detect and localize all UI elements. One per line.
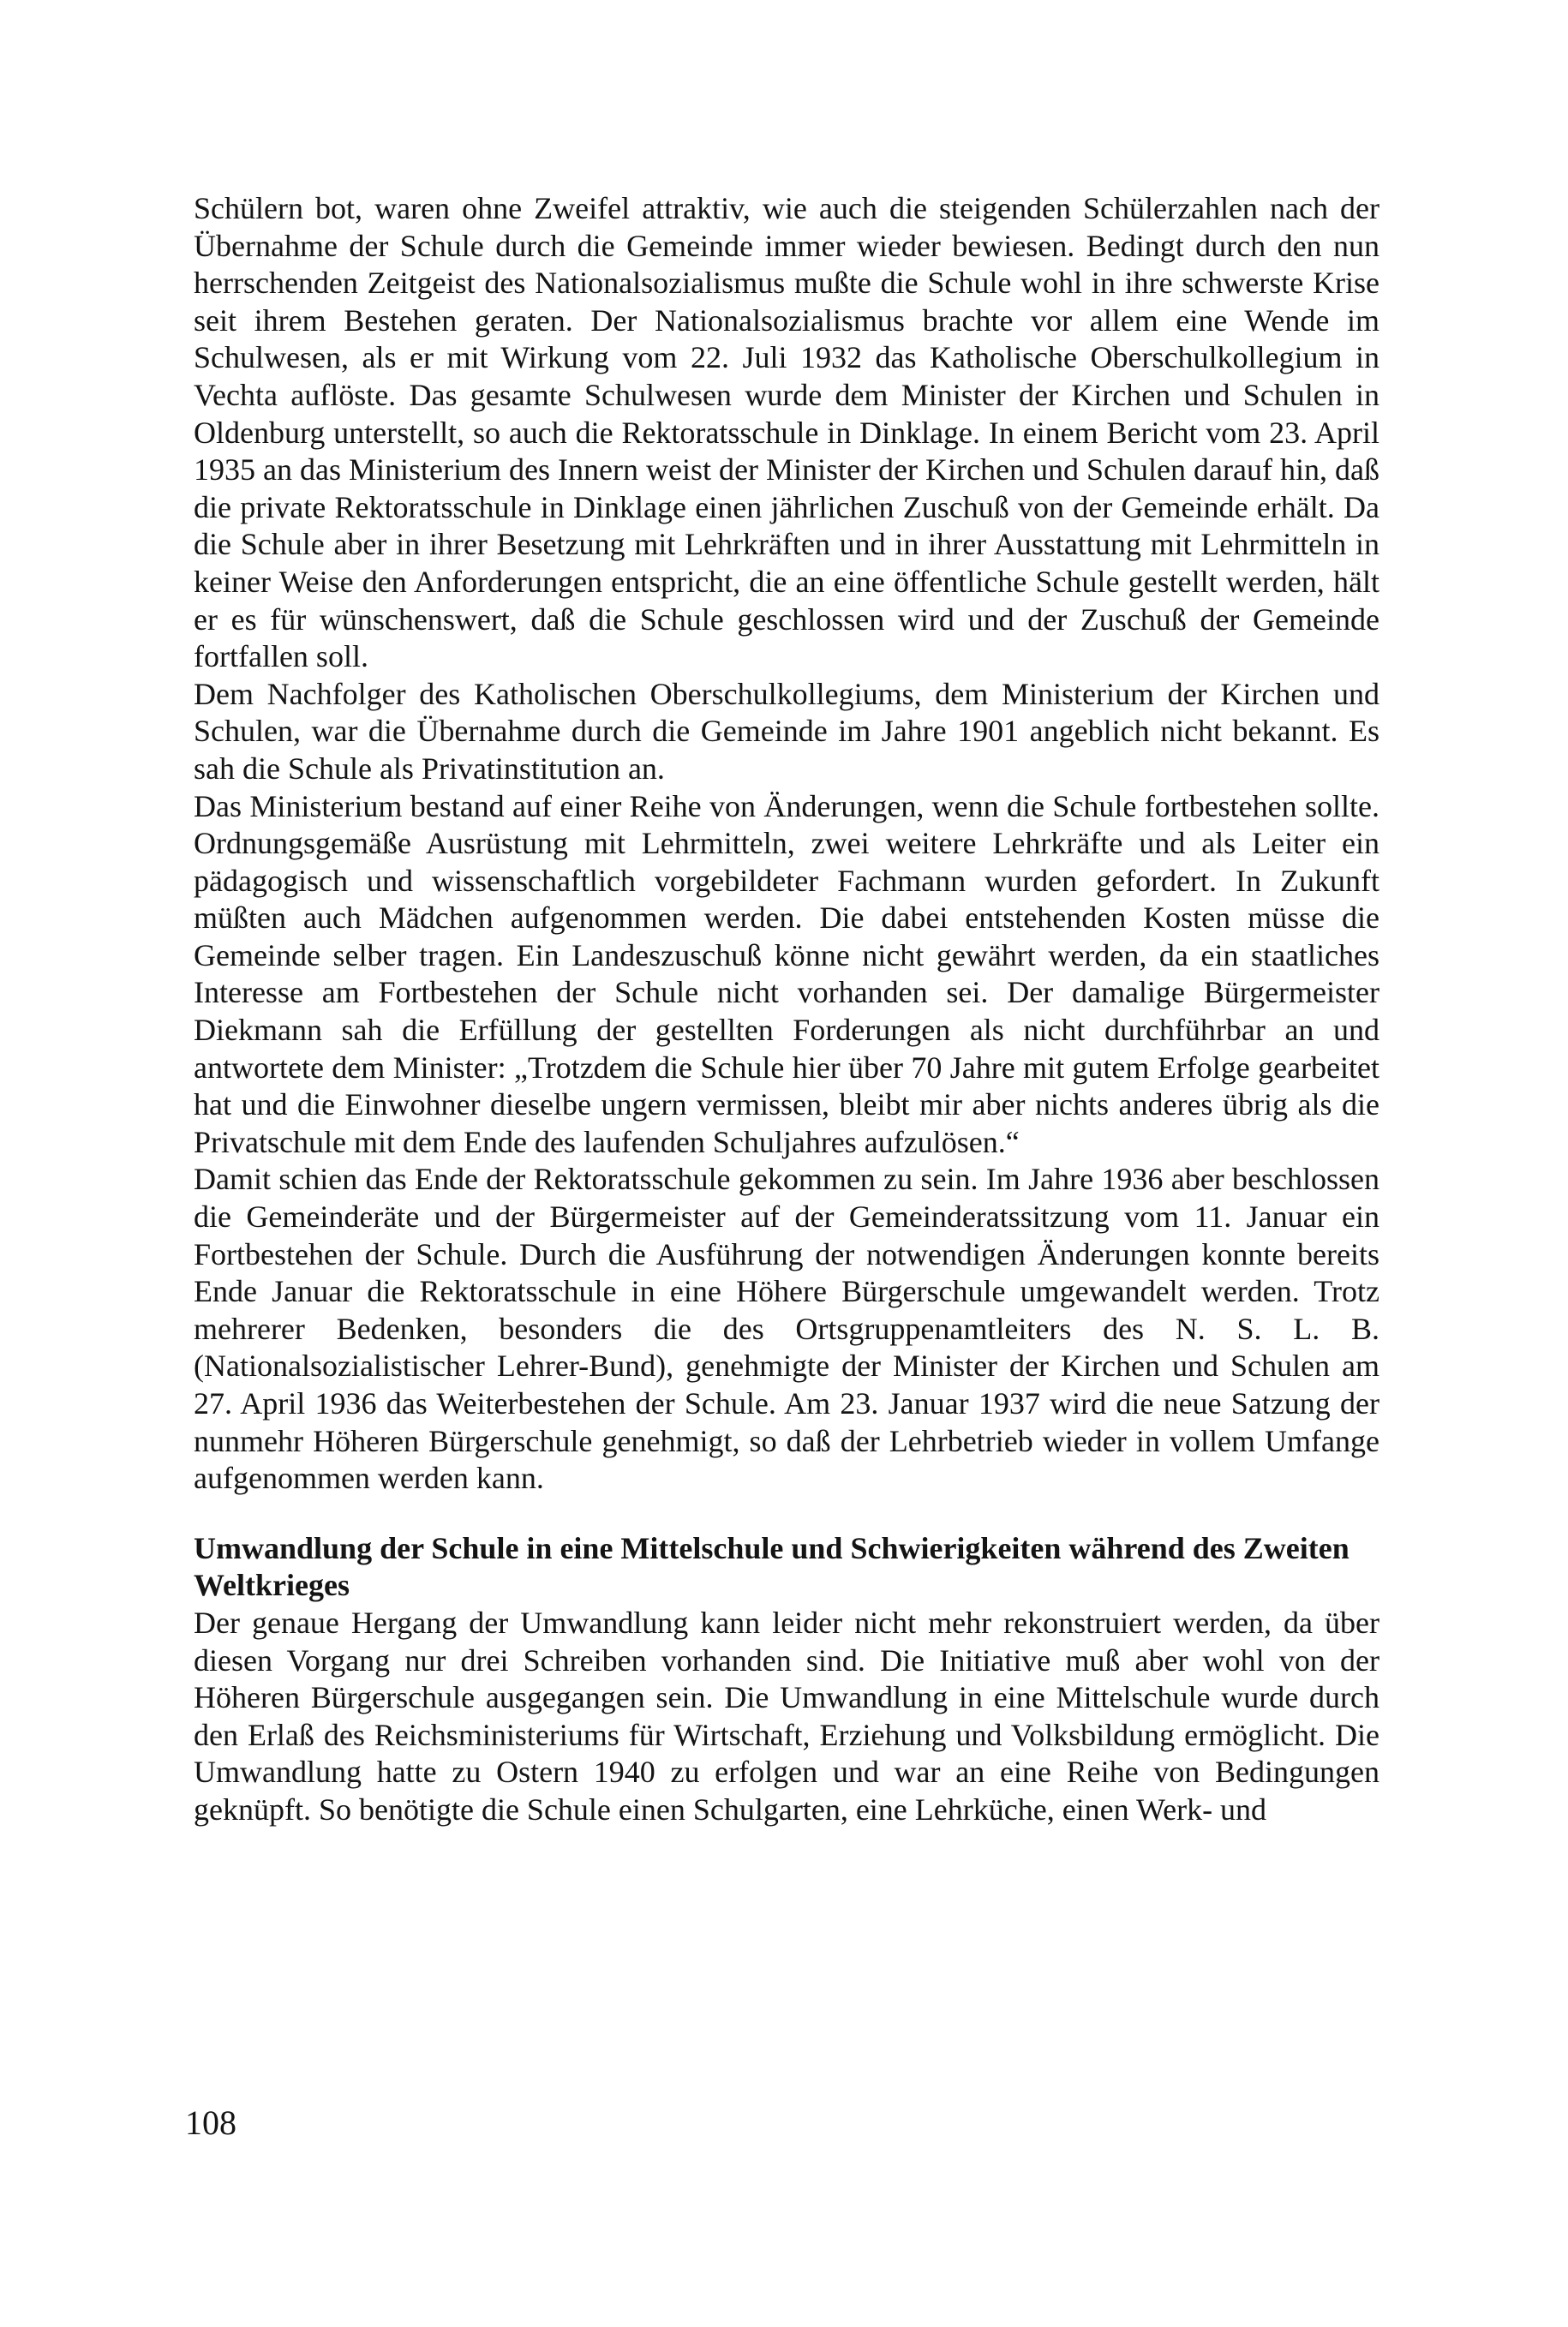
paragraph: Damit schien das Ende der Rektoratsschule gekommen zu sein. Im Jahre 1936 aber beschlossen die Gemeinderäte und der Bürgermeister auf der Gemeinderatssitzung vom 11. Januar ein Fortbestehen der Schule. Durch die Ausführung der notwendigen Änderungen konnte bereits Ende Januar die Rektoratsschule in eine Höhere Bürgerschule umgewandelt werden. Trotz mehrerer Bedenken, besonders die des Ortsgruppenamtleiters des N. S. L. B. (Nationalsozialistischer Lehrer-Bund), genehmigte der Minister der Kirchen und Schulen am 27. April 1936 das Weiterbestehen der Schule. Am 23. Januar 1937 wird die neue Satzung der nunmehr Höheren Bürgerschule genehmigt, so daß der Lehrbetrieb wieder in vollem Umfange aufgenommen werden kann. <box>194 1162 1379 1496</box>
body-text <box>194 190 1379 1829</box>
paragraph: Das Ministerium bestand auf einer Reihe von Änderungen, wenn die Schule fortbestehen sollte. Ordnungsgemäße Ausrüstung mit Lehrmitteln, zwei weitere Lehrkräfte und als Leiter ein pädagogisch und wissenschaftlich vorgebildeter Fachmann wurden gefordert. In Zukunft müßten auch Mädchen aufgenommen werden. Die dabei entstehenden Kosten müsse die Gemeinde selber tragen. Ein Landeszuschuß könne nicht gewährt werden, da ein staatliches Interesse am Fortbestehen der Schule nicht vorhanden sei. Der damalige Bürgermeister Diekmann sah die Erfüllung der gestellten Forderungen als nicht durchführbar an und antwortete dem Minister: „Trotzdem die Schule hier über 70 Jahre mit gutem Erfolge gearbeitet hat und die Einwohner dieselbe ungern vermissen, bleibt mir aber nichts anderes übrig als die Privatschule mit dem Ende des laufenden Schuljahres aufzulösen.“ <box>194 788 1379 1159</box>
paragraph: Der genaue Hergang der Umwandlung kann leider nicht mehr rekonstruiert werden, da über diesen Vorgang nur drei Schreiben vorhanden sind. Die Initiative muß aber wohl von der Höheren Bürgerschule ausgegangen sein. Die Umwandlung in eine Mittelschule wurde durch den Erlaß des Reichsministeriums für Wirtschaft, Erziehung und Volksbildung ermöglicht. Die Umwandlung hatte zu Ostern 1940 zu erfolgen und war an eine Reihe von Bedingungen geknüpft. So benötigte die Schule einen Schulgarten, eine Lehrküche, einen Werk- und <box>194 1605 1379 1827</box>
page-number: 108 <box>185 2103 236 2142</box>
paragraph: Schülern bot, waren ohne Zweifel attraktiv, wie auch die steigenden Schülerzahlen nach der Übernahme der Schule durch die Gemeinde immer wieder bewiesen. Bedingt durch den nun herrschenden Zeitgeist des Nationalsozialismus mußte die Schule wohl in ihre schwerste Krise seit ihrem Bestehen geraten. Der Nationalsozialismus brachte vor allem eine Wende im Schulwesen, als er mit Wirkung vom 22. Juli 1932 das Katholische Oberschulkollegium in Vechta auflöste. Das gesamte Schulwesen wurde dem Minister der Kirchen und Schulen in Oldenburg unterstellt, so auch die Rektoratsschule in Dinklage. In einem Bericht vom 23. April 1935 an das Ministerium des Innern weist der Minister der Kirchen und Schulen darauf hin, daß die private Rektoratsschule in Dinklage einen jährlichen Zuschuß von der Gemeinde erhält. Da die Schule aber in ihrer Besetzung mit Lehrkräften und in ihrer Ausstattung mit Lehrmitteln in keiner Weise den Anforderungen entspricht, die an eine öffentliche Schule gestellt werden, hält er es für wünschenswert, daß die Schule geschlossen wird und der Zuschuß der Gemeinde fortfallen soll. <box>194 191 1379 674</box>
paragraph: Dem Nachfolger des Katholischen Oberschulkollegiums, dem Ministerium der Kirchen und Schulen, war die Übernahme durch die Gemeinde im Jahre 1901 angeblich nicht bekannt. Es sah die Schule als Privatinstitution an. <box>194 676 1379 786</box>
section-heading: Umwandlung der Schule in eine Mittelschule und Schwierigkeiten während des Zweiten Weltkrieges <box>194 1530 1350 1603</box>
